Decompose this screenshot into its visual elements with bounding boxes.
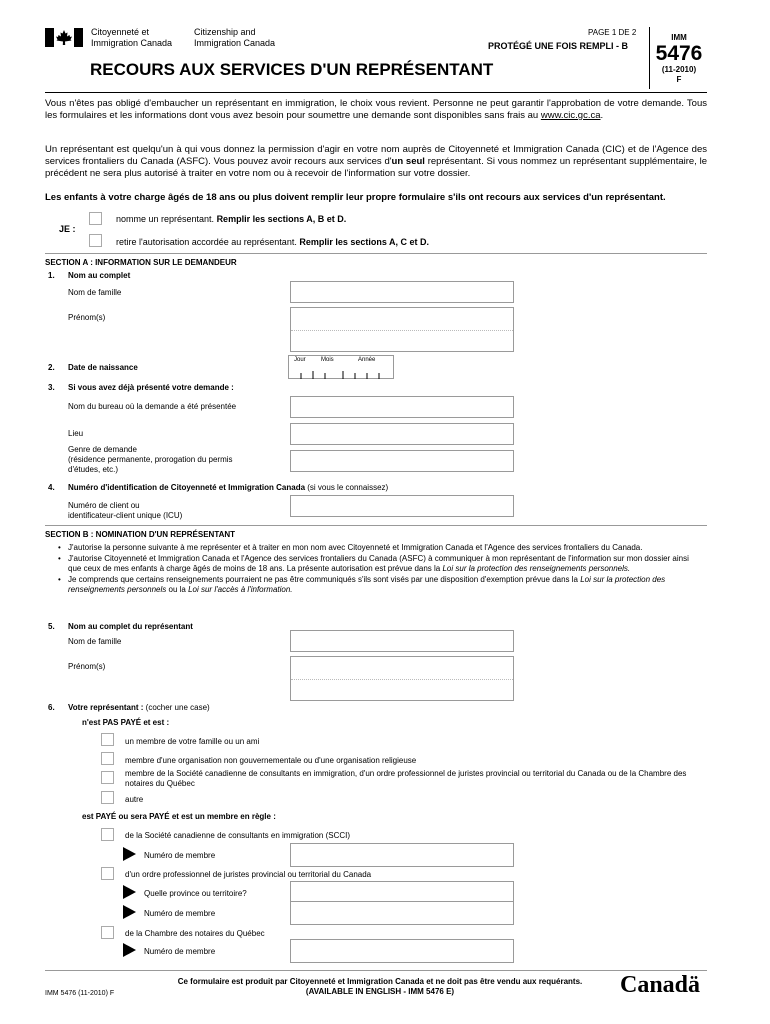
applicant-family-name-label: Nom de famille — [68, 288, 122, 297]
section-b-title: SECTION B : NOMINATION D'UN REPRÉSENTANT — [45, 530, 236, 539]
other-label: autre — [125, 795, 144, 804]
unpaid-heading: n'est PAS PAYÉ et est : — [82, 718, 170, 727]
applicant-given-name-label: Prénom(s) — [68, 313, 106, 322]
q2-label: Date de naissance — [68, 363, 138, 372]
section-a-title: SECTION A : INFORMATION SUR LE DEMANDEUR — [45, 258, 237, 267]
notaires-member-number-input[interactable] — [290, 939, 514, 963]
department-name-en: Citizenship and Immigration Canada — [194, 27, 276, 48]
law-society-label: d'un ordre professionnel de juristes provincial ou territorial du Canada — [125, 870, 372, 879]
law-member-number-input[interactable] — [290, 901, 514, 925]
form-id-block — [649, 27, 708, 89]
intro-paragraph-1: Vous n'êtes pas obligé d'embaucher un représentant en immigration, le choix vous revient. Personne ne peut garantir l'approbation de votre demande. Tous les formulaires et les informations dont vous avez besoin pour soumettre une demande sont disponibles sans frais au www.cic.gc.ca. — [45, 98, 707, 121]
authorization-item-2: • J'autorise Citoyenneté et Immigration Canada et l'Agence des services frontaliers du Canada (ASFC) à communiquer à mon représentant de l'information sur mon dossier ainsi que ceux de mes enfants à charge âgés de moins de 18 ans. La présente autorisation est prévue dans la Loi sur la protection des renseignements personnels. — [54, 554, 704, 574]
place-input[interactable] — [290, 423, 514, 445]
birth-day-label: Jour — [294, 357, 306, 363]
cic-website-link[interactable]: www.cic.gc.ca — [540, 110, 601, 121]
protected-label: PROTÉGÉ UNE FOIS REMPLI - B — [488, 41, 629, 51]
unpaid-professional-label: membre de la Société canadienne de consultants en immigration, d'un ordre professionnel de juristes provincial ou territorial du Canada ou de la Chambre des notaires du Québec — [125, 769, 687, 788]
footer-notice: Ce formulaire est produit par Citoyenneté et Immigration Canada et ne doit pas être vendu aux requérants. (AVAILABLE IN ENGLISH - IMM 5476 E) — [177, 977, 583, 996]
notaires-checkbox[interactable] — [101, 926, 114, 939]
q4-label: Numéro d'identification de Citoyenneté et Immigration Canada (si vous le connaissez) — [68, 483, 389, 492]
appoint-representative-label: nomme un représentant. Remplir les sections A, B et D. — [116, 214, 347, 224]
scci-label: de la Société canadienne de consultants en immigration (SCCI) — [125, 831, 351, 840]
authorization-item-1: • J'autorise la personne suivante à me représenter et à traiter en mon nom avec Citoyenneté et Immigration Canada et l'Agence des services frontaliers du Canada. — [54, 543, 704, 553]
q2-number: 2. — [48, 363, 55, 372]
client-id-input[interactable] — [290, 495, 514, 517]
law-society-checkbox[interactable] — [101, 867, 114, 880]
imm-label: IMM — [671, 33, 687, 42]
q6-number: 6. — [48, 703, 55, 712]
application-type-label: Genre de demande (résidence permanente, prorogation du permis d'études, etc.) — [68, 445, 233, 474]
q4-number: 4. — [48, 483, 55, 492]
header-divider — [45, 92, 707, 93]
paid-heading: est PAYÉ ou sera PAYÉ et est un membre en règle : — [82, 812, 276, 821]
family-friend-label: un membre de votre famille ou un ami — [125, 737, 260, 746]
law-member-arrow-icon — [123, 905, 136, 919]
other-checkbox[interactable] — [101, 791, 114, 804]
notaires-arrow-icon — [123, 943, 136, 957]
authorization-list — [54, 543, 704, 596]
q5-label: Nom au complet du représentant — [68, 622, 193, 631]
footer-divider — [45, 970, 707, 971]
q5-number: 5. — [48, 622, 55, 631]
office-name-label: Nom du bureau où la demande a été présentée — [68, 402, 237, 411]
rep-family-name-label: Nom de famille — [68, 637, 122, 646]
department-name-fr: Citoyenneté et Immigration Canada — [91, 27, 173, 48]
q1-number: 1. — [48, 271, 55, 280]
applicant-family-name-input[interactable] — [290, 281, 514, 303]
place-label: Lieu — [68, 429, 84, 438]
form-language: F — [676, 75, 682, 84]
law-member-number-label: Numéro de membre — [144, 909, 216, 918]
appoint-representative-checkbox[interactable] — [89, 212, 102, 225]
scci-member-number-label: Numéro de membre — [144, 851, 216, 860]
scci-member-number-input[interactable] — [290, 843, 514, 867]
client-id-label: Numéro de client ou identificateur-client unique (ICU) — [68, 501, 183, 520]
withdraw-representative-label: retire l'autorisation accordée au représentant. Remplir les sections A, C et D. — [116, 237, 430, 247]
rep-family-name-input[interactable] — [290, 630, 514, 652]
page-title: RECOURS AUX SERVICES D'UN REPRÉSENTANT — [90, 60, 494, 79]
notaires-label: de la Chambre des notaires du Québec — [125, 929, 265, 938]
birth-month-label: Mois — [321, 357, 334, 363]
q1-label: Nom au complet — [68, 271, 131, 280]
ngo-member-label: membre d'une organisation non gouvernementale ou d'une organisation religieuse — [125, 756, 417, 765]
intro-paragraph-2: Un représentant est quelqu'un à qui vous donnez la permission d'agir en votre nom auprès de Citoyenneté et Immigration Canada (CIC) et de l'Agence des services frontaliers du Canada (ASFC). Vous pouvez avoir recours aux services d'un seul représentant. Si vous nommez un représentant supplémentaire, le précédent ne sera plus autorisé à traiter en votre nom ou à recevoir de l'information sur votre dossier. — [45, 144, 707, 179]
rep-given-name-input[interactable] — [290, 656, 514, 701]
birth-year-label: Année — [358, 357, 376, 363]
rep-given-name-label: Prénom(s) — [68, 662, 106, 671]
authorization-item-3: • Je comprends que certains renseignements pourraient ne pas être communiqués s'ils sont visés par une disposition d'exemption prévue dans la Loi sur la protection des renseignements personnels ou la Loi sur l'accès à l'information. — [54, 575, 704, 595]
withdraw-representative-checkbox[interactable] — [89, 234, 102, 247]
page-number: PAGE 1 DE 2 — [588, 28, 637, 37]
birth-date-ticks — [289, 371, 393, 379]
office-name-input[interactable] — [290, 396, 514, 418]
province-label: Quelle province ou territoire? — [144, 889, 247, 898]
form-date: (11-2010) — [661, 65, 697, 74]
footer-form-id: IMM 5476 (11-2010) F — [45, 990, 115, 997]
q3-number: 3. — [48, 383, 55, 392]
birth-date-input[interactable] — [288, 355, 394, 379]
q6-label: Votre représentant : (cocher une case) — [68, 703, 210, 712]
section-a-divider — [45, 253, 707, 254]
applicant-given-name-input[interactable] — [290, 307, 514, 352]
ngo-member-checkbox[interactable] — [101, 752, 114, 765]
q3-label: Si vous avez déjà présenté votre demande : — [68, 383, 234, 392]
scci-arrow-icon — [123, 847, 136, 861]
section-b-divider — [45, 525, 707, 526]
notaires-member-number-label: Numéro de membre — [144, 947, 216, 956]
province-arrow-icon — [123, 885, 136, 899]
canada-wordmark: Canadä — [620, 972, 701, 998]
scci-checkbox[interactable] — [101, 828, 114, 841]
unpaid-professional-checkbox[interactable] — [101, 771, 114, 784]
intro-paragraph-3: Les enfants à votre charge âgés de 18 ans ou plus doivent remplir leur propre formulaire s'ils ont recours aux services d'un représentant. — [45, 192, 666, 203]
canada-flag-icon — [45, 28, 83, 47]
family-friend-checkbox[interactable] — [101, 733, 114, 746]
application-type-input[interactable] — [290, 450, 514, 472]
je-label: JE : — [59, 224, 76, 234]
form-number: 5476 — [655, 42, 703, 65]
